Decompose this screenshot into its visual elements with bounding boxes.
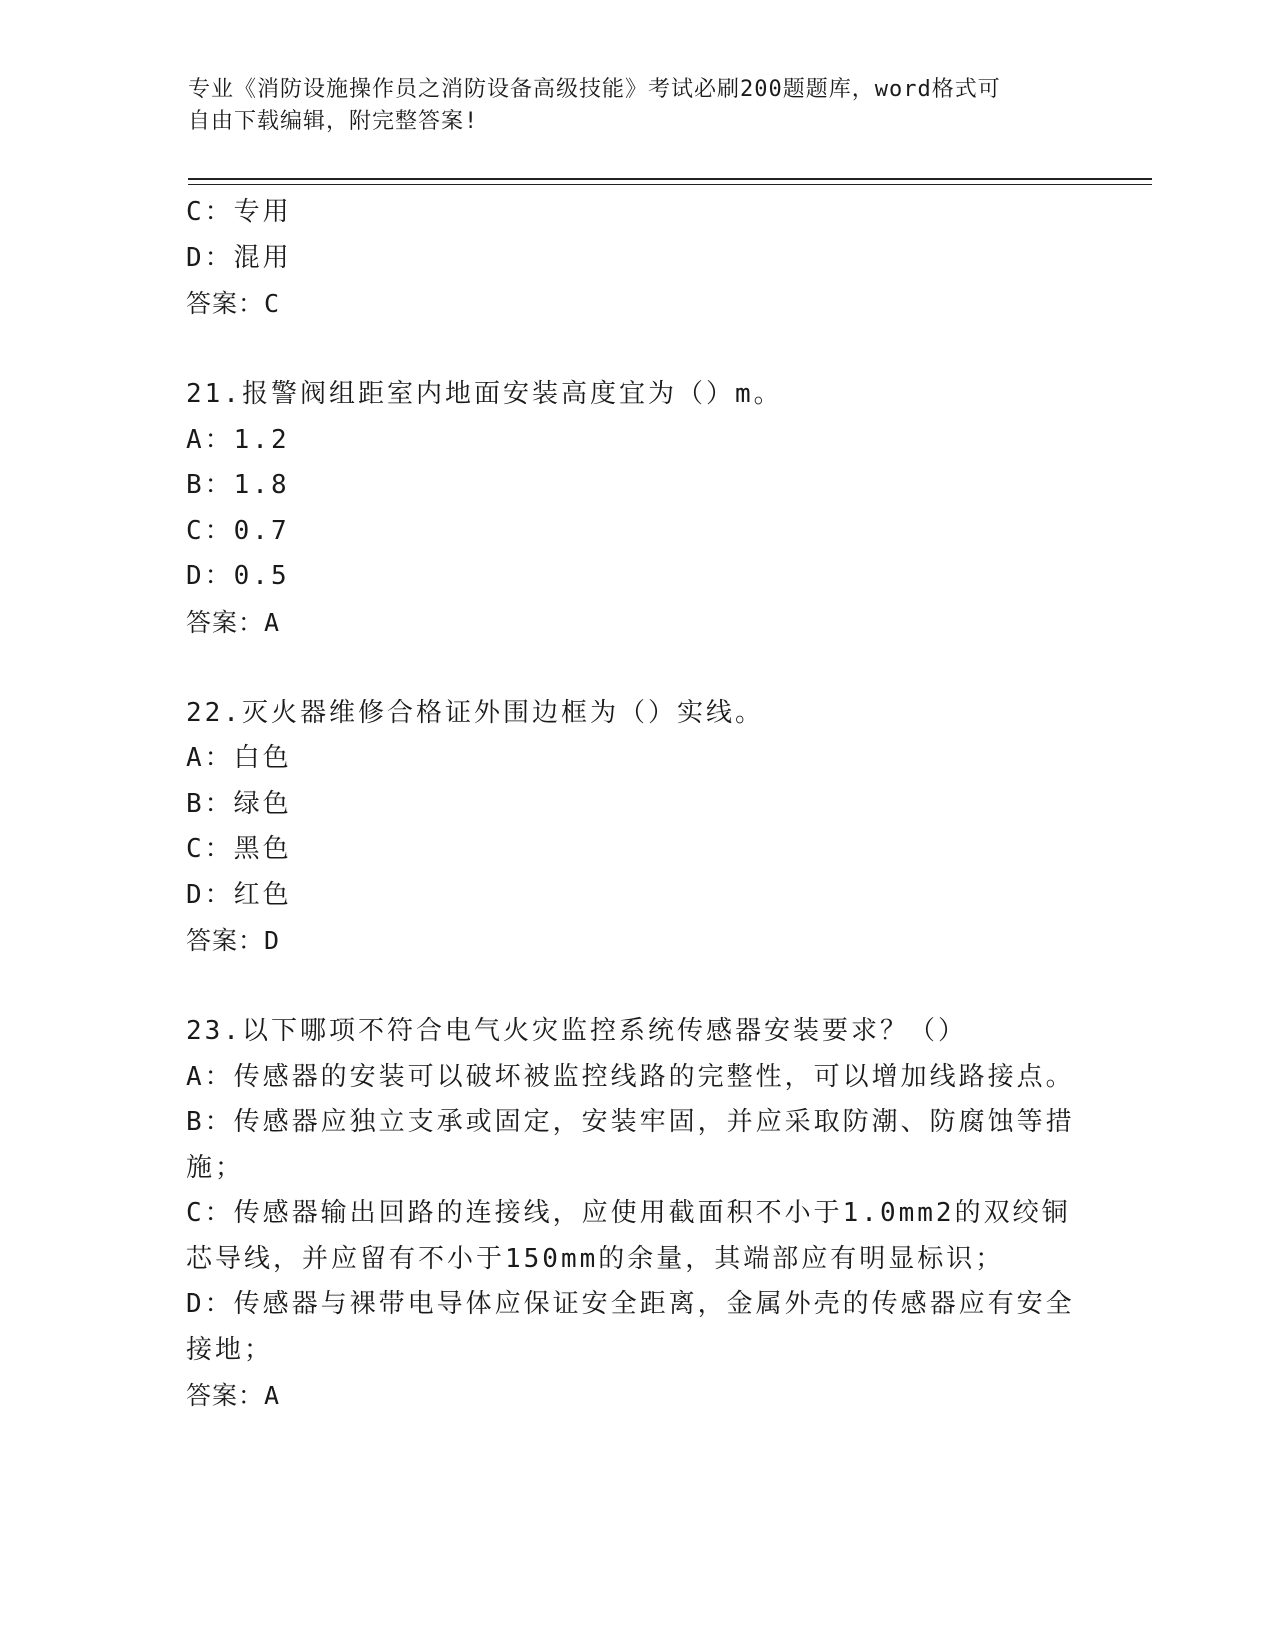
option-a: A：传感器的安装可以破坏被监控线路的完整性，可以增加线路接点。 [186, 1061, 1075, 1092]
question-20-continued [186, 190, 1086, 327]
option-b: B：传感器应独立支承或固定，安装牢固，并应采取防潮、防腐蚀等措 [186, 1107, 1075, 1137]
spacer [186, 645, 1086, 691]
option-c: C：传感器输出回路的连接线，应使用截面积不小于1.0mm2的双绞铜 [186, 1198, 1071, 1228]
header-divider-thin [188, 184, 1152, 185]
option-c: C：黑色 [186, 834, 292, 864]
page-header [188, 74, 1068, 138]
header-divider-thick [188, 178, 1152, 180]
option-b-continued: 施； [186, 1152, 245, 1183]
question-list [186, 190, 1086, 1419]
option-a: A：1.2 [186, 424, 290, 455]
option-c: C：专用 [186, 197, 292, 227]
option-d: D：传感器与裸带电导体应保证安全距离，金属外壳的传感器应有安全 [186, 1289, 1075, 1319]
option-c-continued: 芯导线，并应留有不小于150mm的余量，其端部应有明显标识； [186, 1243, 1005, 1274]
answer-line: 答案：A [186, 607, 281, 637]
option-d-continued: 接地； [186, 1334, 274, 1365]
option-a: A：白色 [186, 743, 292, 773]
header-line-1: 专业《消防设施操作员之消防设备高级技能》考试必刷200题题库，word格式可 [188, 77, 1001, 102]
option-b: B：绿色 [186, 788, 292, 819]
option-c: C：0.7 [186, 515, 290, 546]
answer-line: 答案：A [186, 1381, 281, 1410]
option-d: D：红色 [186, 879, 292, 910]
answer-line: 答案：D [186, 926, 281, 955]
question-23 [186, 1009, 1086, 1419]
question-stem: 22.灭火器维修合格证外围边框为（）实线。 [186, 697, 764, 728]
spacer [186, 327, 1086, 373]
question-stem: 21.报警阀组距室内地面安装高度宜为（）m。 [186, 379, 783, 409]
option-d: D：0.5 [186, 561, 290, 591]
question-21 [186, 372, 1086, 645]
question-22 [186, 691, 1086, 964]
spacer [186, 964, 1086, 1010]
option-b: B：1.8 [186, 470, 290, 500]
option-d: D：混用 [186, 242, 292, 273]
question-stem: 23.以下哪项不符合电气火灾监控系统传感器安装要求？（） [186, 1016, 967, 1046]
header-line-2: 自由下载编辑，附完整答案! [188, 109, 479, 134]
answer-line: 答案：C [186, 289, 281, 318]
